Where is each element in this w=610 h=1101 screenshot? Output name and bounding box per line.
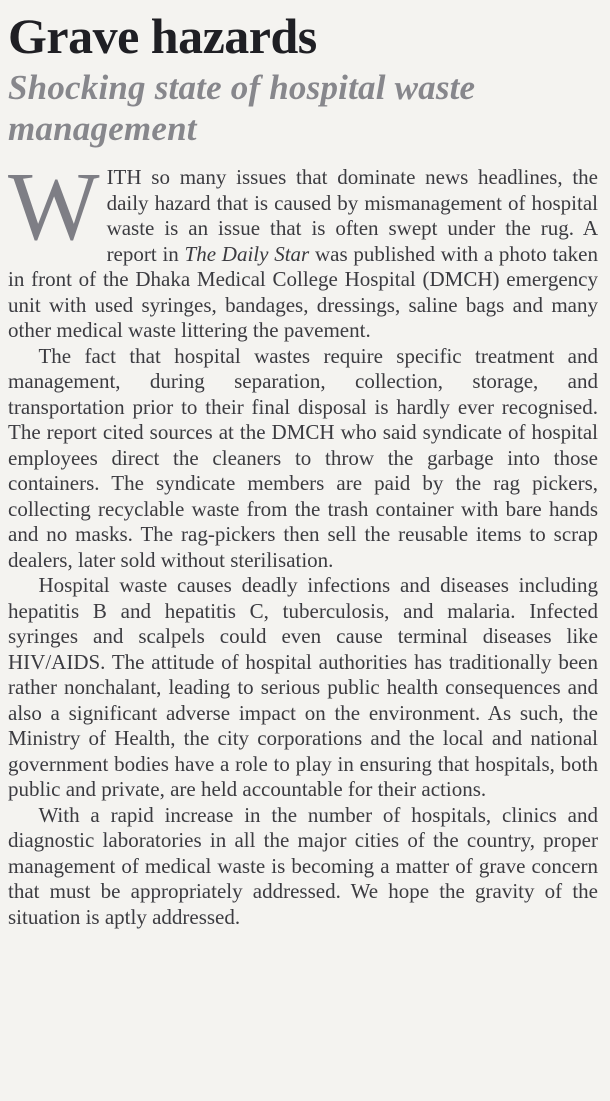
article-title: Grave hazards xyxy=(8,8,317,64)
article-body xyxy=(8,153,598,930)
article-subtitle: Shocking state of hospital waste management xyxy=(8,67,476,148)
paragraph-text: The fact that hospital wastes require specific treatment and management, during separation, collection, storage, and transportation prior to their final disposal is hardly ever recognised. The report cited sources at the DMCH who said syndicate of hospital employees direct the cleaners to throw the garbage into those containers. The syndicate members are paid by the rag pickers, collecting recyclable waste from the trash container with bare hands and no masks. The rag-pickers then sell the reusable items to scrap dealers, later sold without sterilisation. xyxy=(8,343,598,572)
paragraph xyxy=(8,344,598,574)
paragraph xyxy=(8,803,598,931)
paragraph-text: was published with a photo taken in front of the Dhaka Medical College Hospital (DMCH) emergency unit with used syringes, bandages, dressings, saline bags and many other medical waste littering the pavement. xyxy=(8,241,598,343)
drop-cap: W xyxy=(8,153,100,261)
paragraph xyxy=(8,573,598,803)
paragraph-text: With a rapid increase in the number of hospitals, clinics and diagnostic laboratories in all the major cities of the country, proper management of medical waste is becoming a matter of grave concern that must be appropriately addressed. We hope the gravity of the situation is aptly addressed. xyxy=(8,802,598,929)
paragraph-text: ITH so many issues that dominate news headlines, the daily hazard that is caused by mismanagement of hospital waste is an issue that is often swept under the rug. A report in xyxy=(106,165,598,266)
paragraph xyxy=(8,153,598,344)
publication-name: The Daily Star xyxy=(184,241,310,266)
paragraph-text: Hospital waste causes deadly infections and diseases including hepatitis B and hepatitis C, tuberculosis, and malaria. Infected syringes and scalpels could even cause terminal diseases like HIV/AIDS. The attitude of hospital authorities has traditionally been rather nonchalant, leading to serious public health consequences and also a significant adverse impact on the environment. As such, the Ministry of Health, the city corporations and the local and national government bodies have a role to play in ensuring that hospitals, both public and private, are held accountable for their actions. xyxy=(8,573,598,802)
